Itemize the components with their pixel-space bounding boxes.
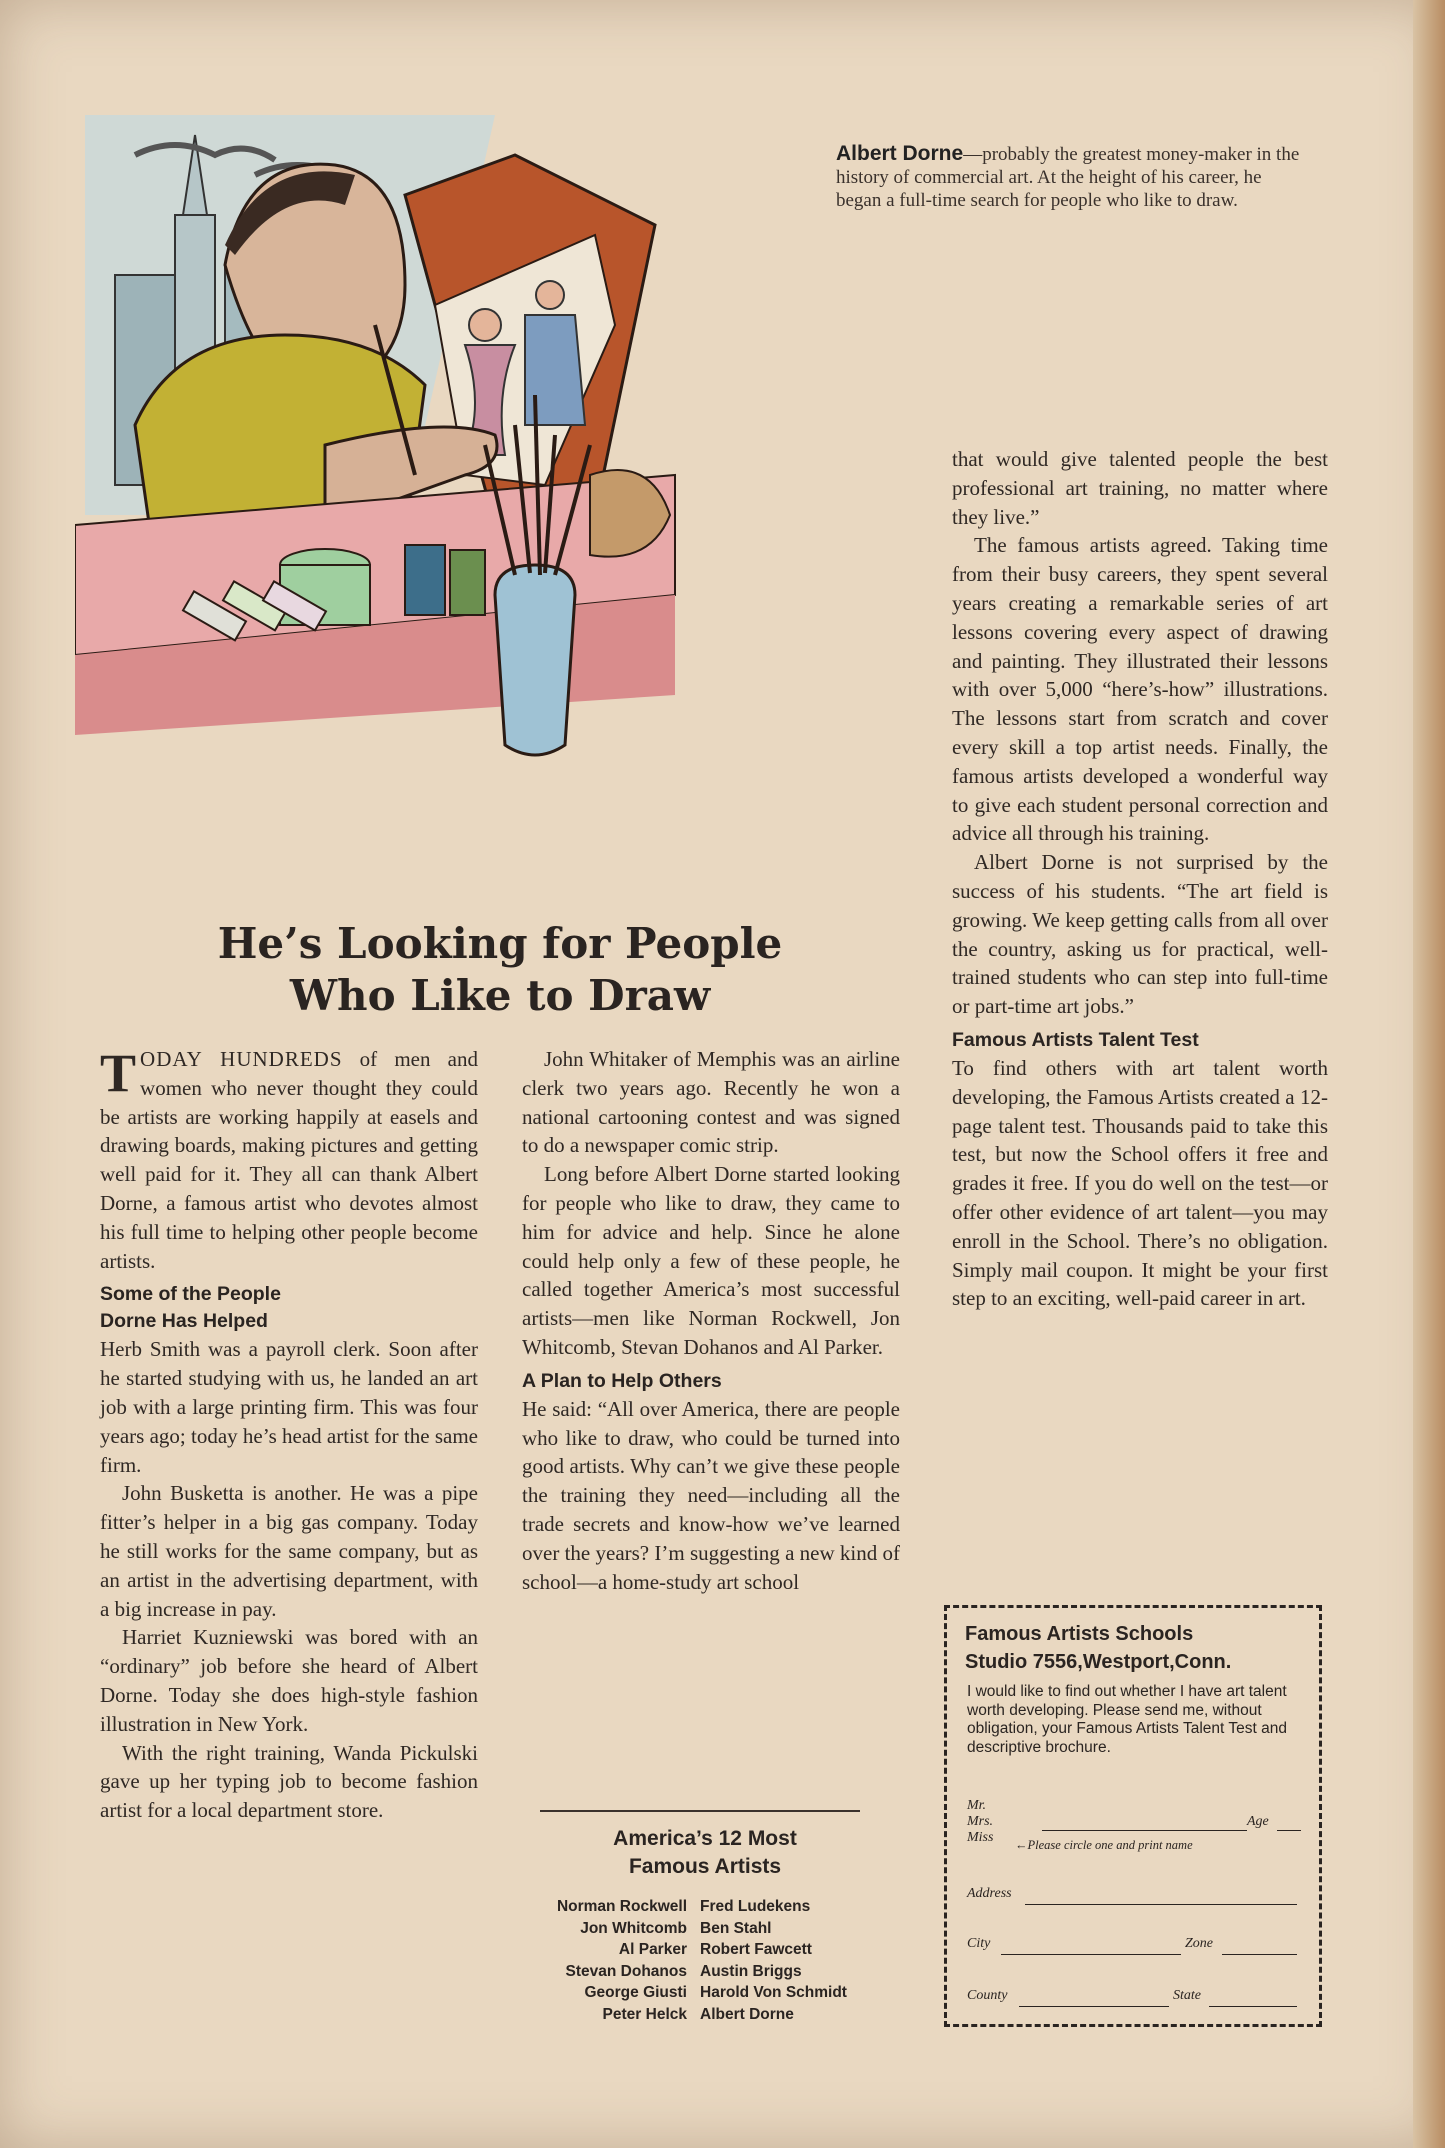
article-column-2 [522,1045,900,1596]
mail-in-coupon[interactable] [944,1605,1322,2027]
artists-left-column [505,1896,687,2025]
address-label: Address [967,1886,1012,1901]
artists-right-column [700,1896,910,2025]
col2-paragraph-2: Long before Albert Dorne started looking for people who like to draw, they came to him for advice and help. Since he alone could help only a few of these people, he called together America’s most successful artists—men like Norman Rockwell, Jon Whitcomb, Stevan Dohanos and Al Parker. [522,1162,900,1359]
subhead-line-2: Dorne Has Helped [100,1310,268,1333]
subhead-line-1: Some of the People [100,1283,281,1306]
salutation-miss[interactable]: Miss [967,1830,994,1845]
illustration-caption [836,142,1306,212]
subhead-talent-test: Famous Artists Talent Test [952,1028,1199,1051]
state-field[interactable] [1209,2006,1297,2007]
col1-paragraph-5: With the right training, Wanda Pickulski gave up her typing job to become fashion artist for a local department store. [100,1740,478,1823]
city-field[interactable] [1001,1954,1181,1955]
artist-name: Al Parker [618,1941,687,1958]
artist-name: Stevan Dohanos [565,1962,687,1980]
artist-name: Fred Ludekens [700,1898,811,1915]
county-field[interactable] [1019,2006,1169,2007]
artist-name: George Giusti [584,1984,687,2001]
article-column-3 [952,445,1328,1313]
col3-paragraph-4: To find others with art talent worth developing, the Famous Artists created a 12-page talent test. Thousands paid to take this test, but now the School offers it free and grades it free. If you do well on the test—or offer other evidence of art talent—you may enroll in the School. There’s no obligation. Simply mail coupon. It might be your first step to an exciting, well-paid career in art. [952,1055,1328,1311]
col1-paragraph-1: of men and women who never thought they could be artists are working happily at easels and drawing boards, making pictures and getting well paid for it. They all can thank Albert Dorne, a famous artist who devotes almost his full time to helping other people become artists. [100,1047,478,1273]
headline-line-1: He’s Looking for People [217,919,783,968]
headline-line-2: Who Like to Draw [289,971,711,1020]
name-field[interactable] [1042,1830,1247,1831]
age-label: Age [1247,1814,1269,1829]
artists-list-title [560,1825,850,1881]
artist-name: Robert Fawcett [700,1941,812,1958]
state-label: State [1173,1988,1201,2003]
county-label: County [967,1988,1008,2003]
drop-cap: T [100,1043,137,1103]
caption-text: —probably the greatest money-maker in the history of commercial art. At the height of his career, he began a full-time search for people who like to draw. [836,144,1300,211]
lead-in: ODAY HUNDREDS [140,1047,343,1071]
zone-label: Zone [1185,1936,1213,1951]
caption-name: Albert Dorne [836,142,964,165]
coupon-title [965,1620,1231,1676]
artists-title-line-2: Famous Artists [628,1855,782,1878]
subhead-plan: A Plan to Help Others [522,1369,722,1392]
coupon-body: I would like to find out whether I have art talent worth developing. Please send me, without obligation, your Famous Artists Talent Test and descriptive brochure. [967,1683,1287,1756]
col1-paragraph-2: Herb Smith was a payroll clerk. Soon after he started studying with us, he landed an art job with a large printing firm. This was four years ago; today he’s head artist for the same firm. [100,1337,478,1477]
col1-paragraph-4: Harriet Kuzniewski was bored with an “ordinary” job before she heard of Albert Dorne. Today she does high-style fashion illustration in New York. [100,1625,478,1736]
salutation-mrs[interactable]: Mrs. [967,1814,994,1829]
coupon-school-name: Famous Artists Schools [965,1623,1194,1645]
artists-title-line-1: America’s 12 Most [613,1827,797,1850]
col3-paragraph-1: that would give talented people the best professional art training, no matter where they live.” [952,447,1328,529]
salutation-mr[interactable]: Mr. [967,1798,987,1813]
subhead-people-helped [100,1281,478,1335]
page-edge [1413,0,1445,2148]
artist-name: Austin Briggs [700,1962,802,1980]
city-label: City [967,1936,991,1951]
zone-field[interactable] [1222,1954,1297,1955]
col3-paragraph-2: The famous artists agreed. Taking time from their busy careers, they spent several years creating a remarkable series of art lessons covering every aspect of drawing and painting. They illustrated their lessons with over 5,000 “here’s-how” illustrations. The lessons start from scratch and cover every skill a top artist needs. Finally, the famous artists developed a wonderful way to give each student personal correction and advice all through his training. [952,533,1328,846]
col1-paragraph-3: John Busketta is another. He was a pipe fitter’s helper in a big gas company. Today he still works for the same company, but as an artist in the advertising department, with a big increase in pay. [100,1481,478,1621]
col3-paragraph-3: Albert Dorne is not surprised by the success of his students. “The art field is growing. We keep getting calls from all over the country, asking us for practical, well-trained students who can step into full-time or part-time art jobs.” [952,850,1328,1019]
artist-name: Harold Von Schmidt [700,1984,847,2001]
col2-paragraph-3: He said: “All over America, there are people who like to draw, who could be turned into good artists. Why can’t we give these people the training they need—including all the trade secrets and know-how we’ve learned over the years? I’m suggesting a new kind of school—a home-study art school [522,1396,900,1594]
col2-paragraph-1: John Whitaker of Memphis was an airline clerk two years ago. Recently he won a national cartooning contest and was signed to do a newspaper comic strip. [522,1047,900,1158]
page-headline [100,918,900,1022]
artist-name: Peter Helck [602,2005,687,2023]
albert-dorne-illustration [75,95,905,915]
address-field[interactable] [1025,1904,1297,1905]
artist-name: Albert Dorne [700,2005,794,2023]
artist-name: Norman Rockwell [556,1898,687,1915]
divider-rule [540,1810,860,1812]
artist-name: Ben Stahl [700,1919,772,1937]
salutation-options[interactable] [967,1798,993,1846]
article-column-1 [100,1045,478,1825]
coupon-studio-address: Studio 7556,Westport,Conn. [965,1651,1232,1673]
artist-name: Jon Whitcomb [580,1919,687,1937]
age-field[interactable] [1277,1830,1301,1831]
circle-hint: ←Please circle one and print name [1015,1838,1193,1852]
